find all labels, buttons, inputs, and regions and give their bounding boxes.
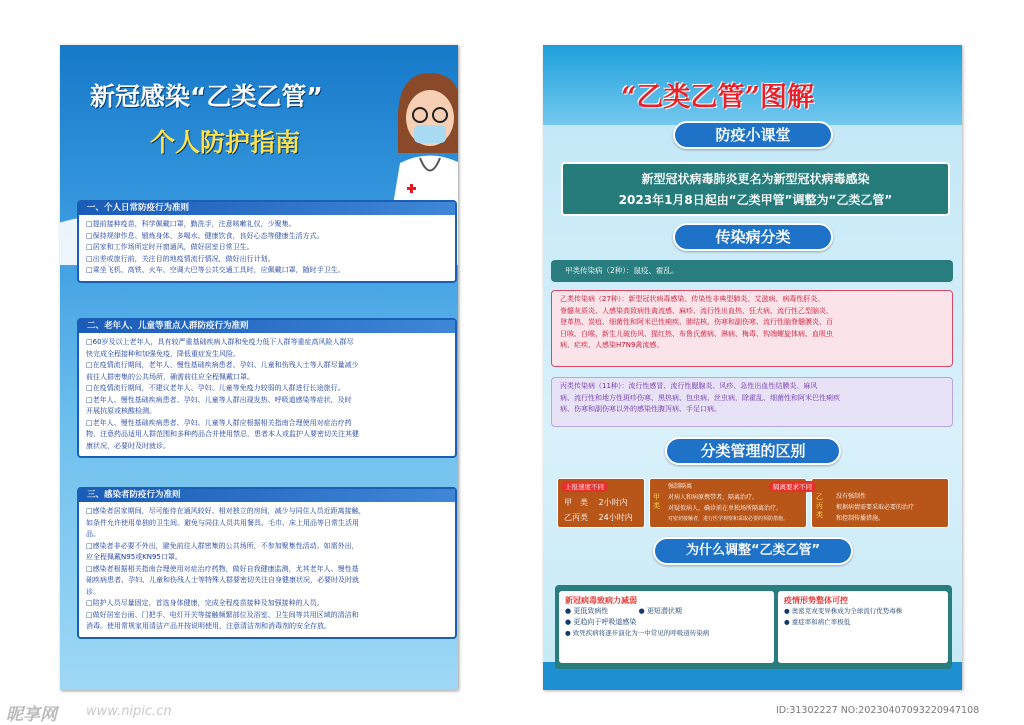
section-key-groups [77, 318, 457, 458]
isolation-a-line: 对病人和病原携带者，隔离治疗。 [668, 494, 759, 501]
right-poster [543, 45, 962, 690]
section-daily-rules [77, 200, 457, 283]
pill-management-diff: 分类管理的区别 [665, 437, 841, 465]
list-item: □陪护人员尽量固定，首选身体健康，完成全程疫苗接种及加强接种的人员。 [86, 599, 324, 607]
isolation-bc-side: 乙丙类 [816, 493, 823, 519]
list-item: □感染者根据相关指南合理使用对症治疗药物，做好自我健康监测，尤其老年人、慢性基 [86, 564, 359, 573]
class-c-line: 丙类传染病（11种）：流行性感冒、流行性腮腺炎、风疹、急性出血性结膜炎、麻风 [560, 382, 818, 390]
list-item: □居家和工作场所定时开窗通风，做好居室日常卫生。 [86, 243, 254, 251]
why-virus-panel [559, 591, 774, 663]
list-item: 品。 [86, 530, 100, 538]
class-b-line: 乙类传染病（27种）：新型冠状病毒感染、传染性非典型肺炎、艾滋病、病毒性肝炎、 [560, 295, 825, 303]
watermark-url: www.nipic.cn [86, 704, 172, 719]
list-item: □老年人、慢性基础疾病患者、孕妇、儿童等人群出现发热、呼吸道感染等症状，及时 [86, 395, 352, 404]
class-b-line: 脊髓灰质炎、人感染高致病性禽流感、麻疹、流行性出血热、狂犬病、流行性乙型脑炎、 [560, 306, 833, 315]
list-item: □保持规律作息、锻炼身体、多喝水、健康饮食，良好心态等健康生活方式。 [86, 231, 324, 240]
why-right-heading: 疫情形势整体可控 [784, 596, 848, 605]
watermark-id: ID:31302227 NO:20230407093220947108 [776, 705, 980, 716]
isolation-a-line: 强制隔离 [668, 483, 693, 490]
list-item: □60岁及以上老年人，具有较严重基础疾病人群和免疫力低下人群等重症高风险人群尽 [86, 338, 354, 346]
pill-disease-classes: 传染病分类 [673, 223, 833, 251]
list-item: □在疫情流行期间，老年人、慢性基础疾病患者、孕妇、儿童和伤残人士等人群尽量减少 [86, 361, 359, 369]
section-infected-heading: 三、感染者防疫行为准则 [79, 489, 455, 502]
row2-label: 乙丙类 [564, 513, 588, 522]
list-item: 应全程佩戴N95或KN95口罩。 [86, 553, 182, 561]
isolation-a-line: 对密切接触者，进行医学观察和采取必要的预防措施。 [668, 516, 789, 522]
why-item: ● 更趋向于呼吸道感染 [565, 618, 637, 626]
list-item: □在疫情流行期间，不建议老年人、孕妇、儿童等免疫力较弱的人群进行长途旅行。 [86, 384, 345, 392]
list-item: 前往人群密集的公共场所，确需前往应全程佩戴口罩。 [86, 372, 254, 381]
notice-banner [561, 162, 950, 216]
watermark-strip [0, 696, 1024, 724]
class-b-box [551, 290, 953, 367]
class-a-bar [551, 260, 953, 282]
isolation-bc-line: 根据病情需要采取必要的治疗 [836, 504, 915, 511]
list-item: 础疾病患者、孕妇、儿童和伤残人士等特殊人群要密切关注自身健康状况，必要时及时就 [86, 576, 359, 584]
why-note: ● 致死疾病将逐步演化为一中常见的呼吸道传染病 [565, 629, 710, 637]
class-c-box [551, 377, 953, 427]
pill-prevention-class: 防疫小课堂 [673, 121, 833, 149]
notice-line2: 2023年1月8日起由“乙类甲管”调整为“乙类乙管” [618, 193, 893, 207]
row2-value: 24小时内 [598, 513, 633, 522]
list-item: 诊。 [86, 587, 100, 596]
row1-label: 甲 类 [564, 498, 588, 507]
isolation-a-line: 对疑似病人，确诊前在单独场所隔离治疗。 [668, 505, 783, 512]
why-item: ● 更低致病性 [565, 607, 609, 615]
watermark-logo: 昵享网 [6, 705, 57, 725]
list-item: □乘坐飞机、高铁、火车、空调大巴等公共交通工具时，应佩戴口罩，随时手卫生。 [86, 266, 345, 274]
list-item: 康状况，必要时及时就诊。 [86, 441, 170, 450]
list-item: 消毒。使用常规家用清洁产品并按说明使用，注意清洁剂和消毒剂的安全存放。 [86, 622, 331, 630]
right-title: “乙类乙管”图解 [621, 82, 815, 113]
list-item: 物，注意药品适用人群范围和多种药品合并使用禁忌，患者本人或监护人要密切关注其健 [86, 430, 359, 438]
row1-value: 2小时内 [598, 498, 628, 507]
left-poster [60, 45, 458, 690]
class-b-line: 登革热、炭疽、细菌性和阿米巴性痢疾、肺结核、伤寒和副伤寒、流行性脑脊髓膜炎、百 [560, 318, 833, 326]
isolation-a-side: 甲类 [653, 493, 660, 510]
section-daily-heading: 一、个人日常防疫行为准则 [79, 202, 455, 215]
why-item: ● 重症率和病亡率极低 [784, 618, 851, 626]
class-b-line: 日咳、白喉、新生儿破伤风、猩红热、布鲁氏菌病、淋病、梅毒、钩端螺旋体病、血吸虫 [560, 329, 833, 338]
left-title-line2: 个人防护指南 [150, 128, 301, 157]
left-title-line1: 新冠感染“乙类乙管” [90, 82, 323, 111]
class-b-line: 病、疟疾、人感染H7N9禽流感。 [560, 341, 664, 349]
list-item: □老年人、慢性基础疾病患者、孕妇、儿童等人群应根据相关指南合理使用对症治疗药 [86, 418, 352, 427]
pill-why-adjust: 为什么调整“乙类乙管” [653, 537, 853, 565]
list-item: 开展抗原或核酸检测。 [86, 407, 156, 415]
why-box [555, 585, 952, 669]
notice-line1: 新型冠状病毒肺炎更名为新型冠状病毒感染 [641, 172, 870, 186]
class-c-line: 病、伤寒和副伤寒以外的感染性腹泻病、手足口病。 [560, 405, 721, 413]
isolation-bc-box [811, 478, 949, 528]
list-item: 如条件允许使用单独的卫生间。避免与同住人员共用餐具、毛巾、床上用品等日常生活用 [86, 518, 359, 527]
list-item: 快完成全程接种和加强免疫，降低重症发生风险。 [86, 349, 240, 358]
isolation-bc-line: 没有强制性 [836, 493, 867, 500]
class-c-line: 病、流行性和地方性斑疹伤寒、黑热病、包虫病、丝虫病，除霍乱、细菌性和阿米巴性痢疾 [560, 393, 840, 402]
why-left-heading: 新冠病毒致病力减弱 [565, 596, 637, 605]
list-item: □提前接种疫苗，科学佩戴口罩，勤洗手，注意咳嗽礼仪，少聚集。 [86, 220, 296, 228]
list-item: □感染者居家期间，尽可能待在通风较好、相对独立的房间，减少与同住人员近距离接触， [86, 507, 366, 515]
why-situation-panel [778, 591, 948, 663]
isolation-tag: 隔离要求不同 [769, 481, 816, 492]
report-speed-tag: 上报速度不同 [561, 481, 608, 492]
why-item: ● 奥密克戎变异株成为全球流行优势毒株 [784, 607, 903, 615]
list-item: □感染者非必要不外出，避免前往人群密集的公共场所，不参加聚集性活动。如需外出， [86, 541, 359, 550]
class-a-text: 甲类传染病（2种）：鼠疫、霍乱。 [565, 266, 679, 275]
list-item: □做好居室台面、门把手、电灯开关等接触频繁部位及浴室、卫生间等共用区域的清洁和 [86, 610, 359, 619]
section-infected [77, 487, 457, 639]
section-groups-heading: 二、老年人、儿童等重点人群防疫行为准则 [79, 320, 455, 333]
doctor-illustration-icon [390, 63, 458, 223]
isolation-bc-line: 和控制传播措施。 [836, 515, 885, 522]
why-item: ● 更短潜伏期 [638, 607, 682, 615]
list-item: □出差或旅行前，关注目的地疫情流行情况，做好出行计划。 [86, 254, 275, 263]
